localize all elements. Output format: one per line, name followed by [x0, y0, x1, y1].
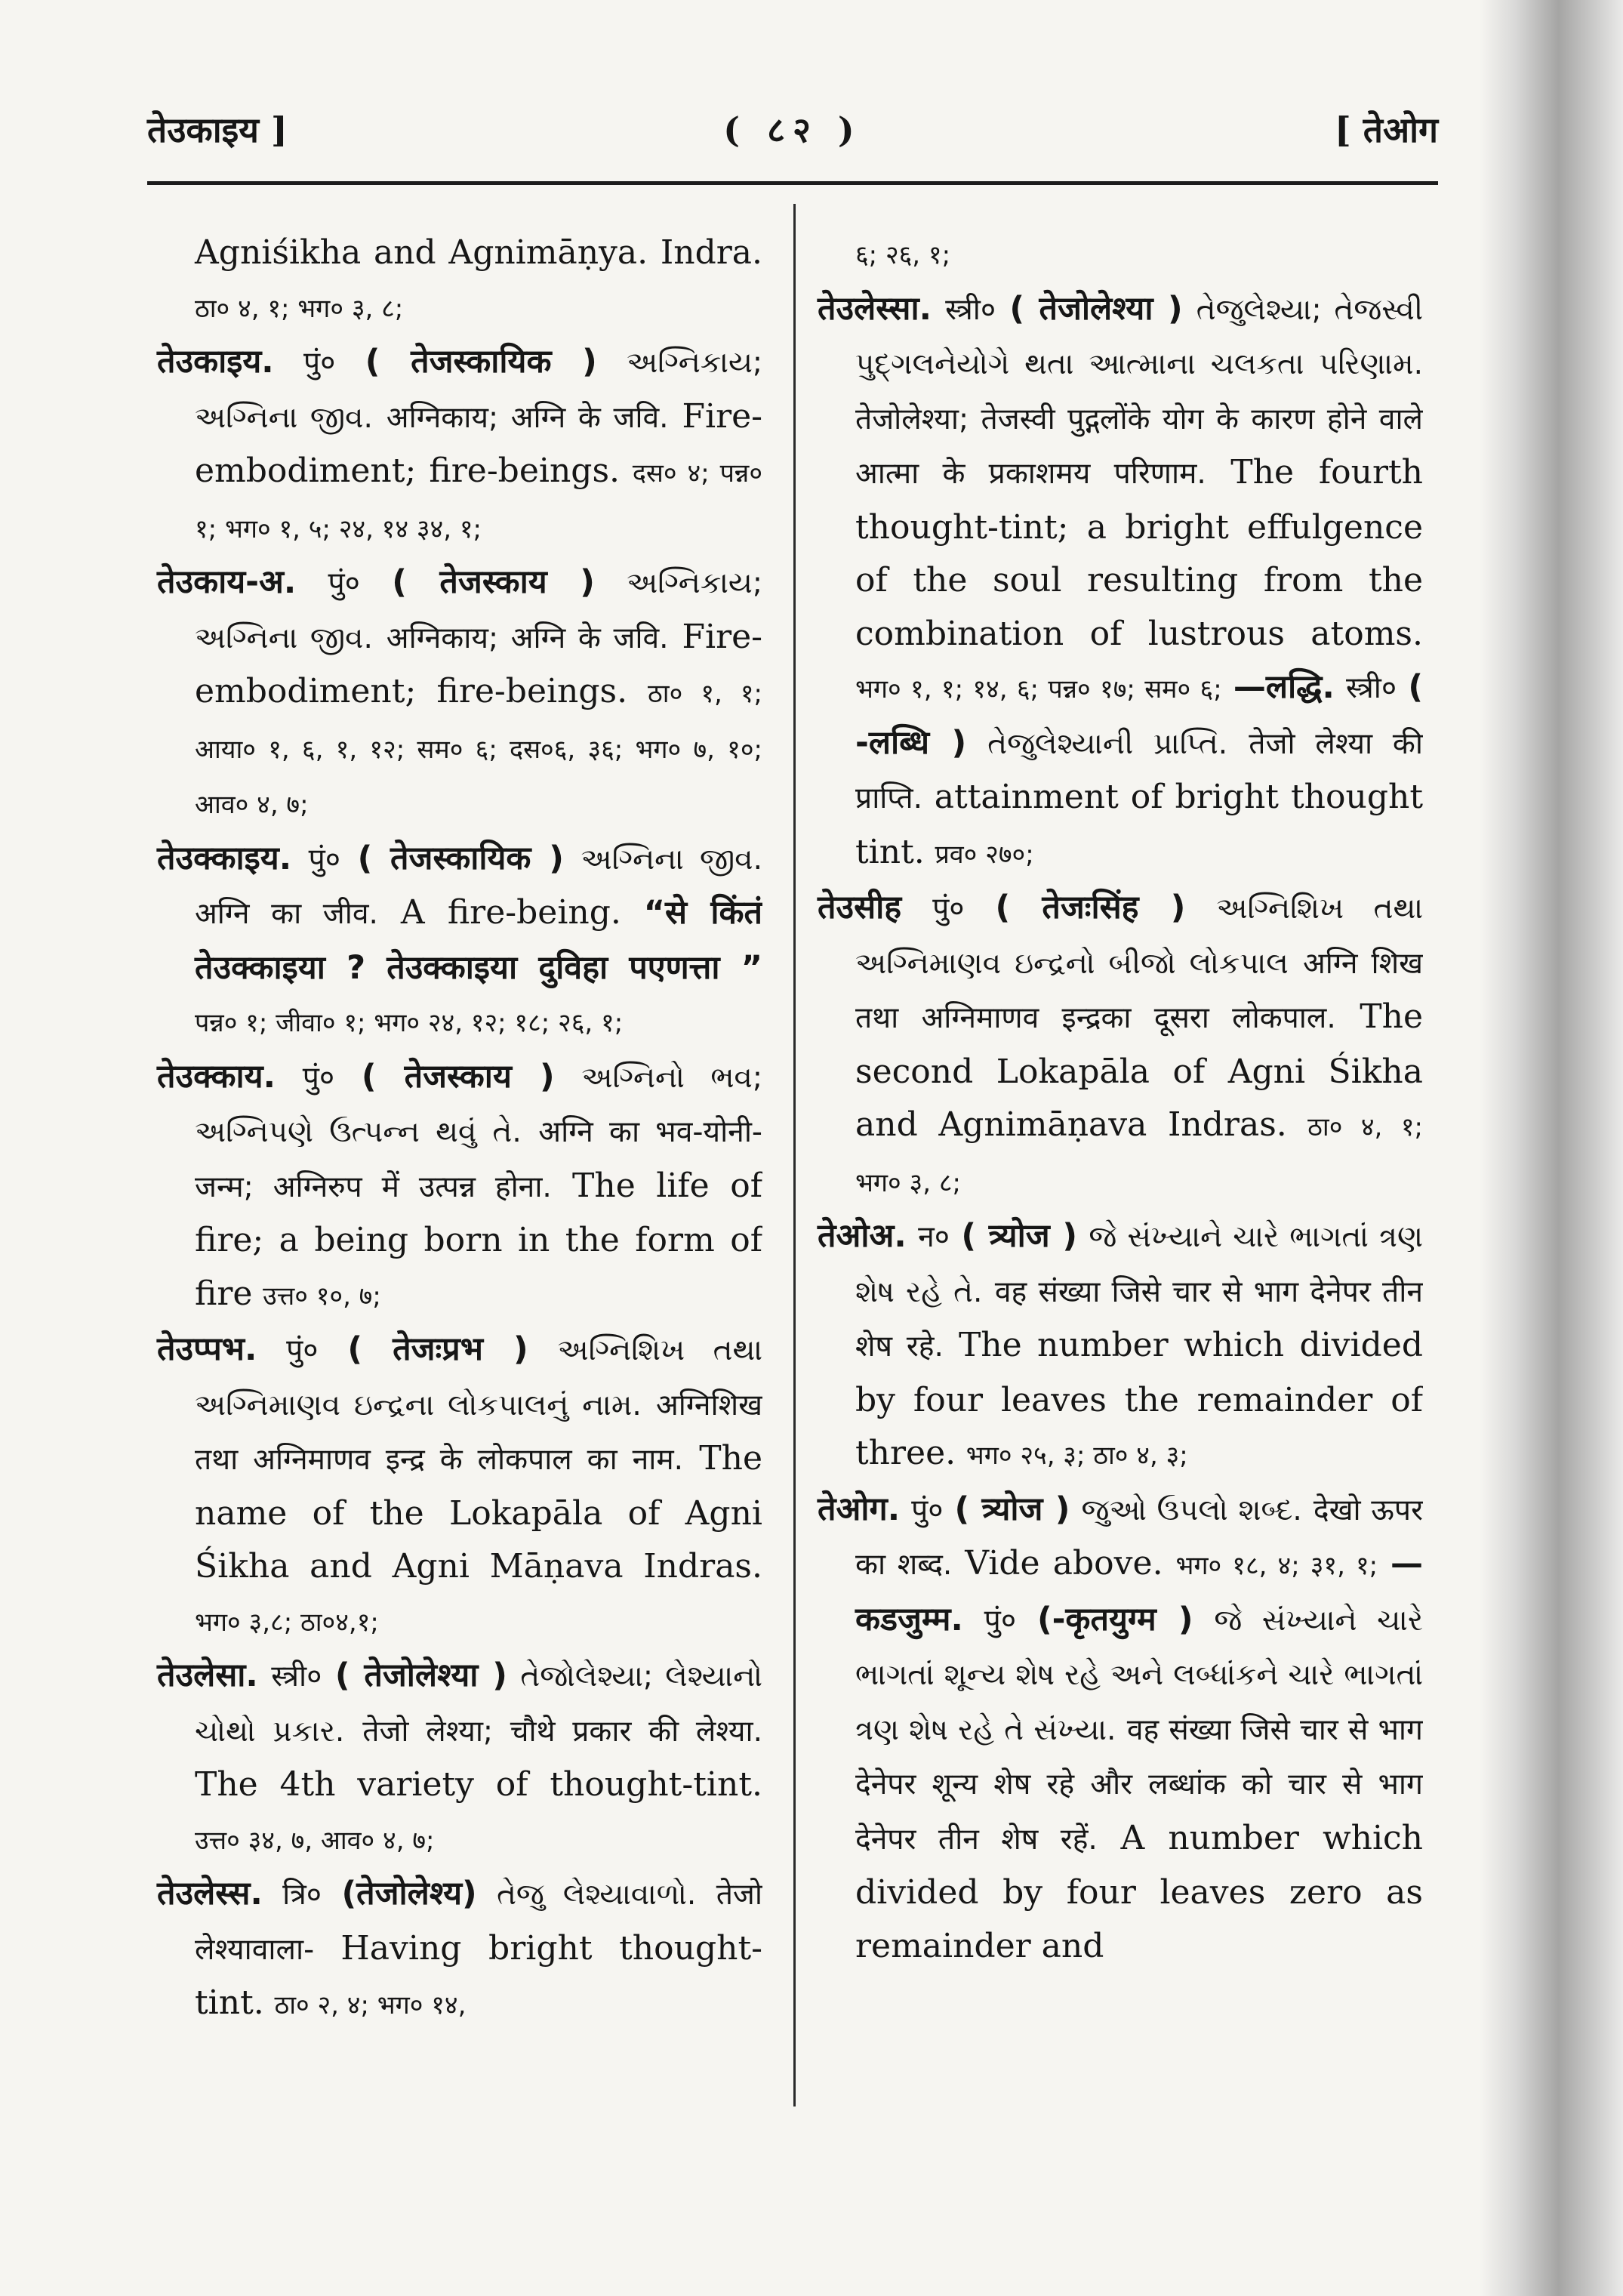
- sub-entry-english: attainment of bright thought tint.: [855, 778, 1423, 871]
- entry-headword: तेउलेस्सा.: [818, 289, 932, 328]
- sub-entry-sanskrit: ( -लब्धि ): [855, 668, 1423, 762]
- entry-reference: ठा० १, १; आया० १, ६, १, १२; सम० ६; दस०६, ३६; भग० ७, १०; आव० ४, ७;: [195, 679, 762, 820]
- entry-hindi: अग्निकाय; अग्नि के जवि.: [386, 621, 669, 655]
- entry-english: Fire-embodiment; fire-beings.: [195, 617, 762, 710]
- entry-reference: ठा० २, ४; भग० १४,: [274, 1990, 467, 2020]
- entry-pos: स्त्री०: [945, 292, 996, 327]
- entry-headword: तेउप्पभ.: [157, 1330, 257, 1368]
- entry-english: Fire-embodiment; fire-beings.: [195, 396, 762, 490]
- entry-headword: तेउकाइय.: [157, 343, 274, 381]
- dictionary-entry: [812, 1483, 1423, 1974]
- right-column: [812, 227, 1423, 2280]
- entry-headword: तेओअ.: [818, 1217, 907, 1255]
- entry-gujarati: અગ્નિનો ભવ; અગ્નિપણે ઉત્પન્ન થવું તે.: [195, 1060, 762, 1149]
- entry-english: The fourth thought-tint; a bright effulgence of the soul resulting from the combination of lustrous atoms.: [855, 453, 1423, 653]
- entry-pos: पुं०: [308, 842, 341, 877]
- left-column: [151, 227, 762, 2280]
- entry-english: A fire-being.: [400, 893, 621, 932]
- sub-entry-sanskrit: (-कृतयुग्म ): [1036, 1600, 1193, 1638]
- entry-sanskrit: ( तेजःप्रभ ): [347, 1330, 528, 1368]
- sub-entry-gujarati: જે સંખ્યાને ચારે ભાગતાં શૂન્ય શેષ રહે અને લબ્ધાંકને ચારે ભાગતાં ત્રણ શેષ રહે તે સંખ્યા.: [855, 1603, 1423, 1747]
- sub-entry-hindi: तेजो लेश्या की प्राप्ति.: [855, 726, 1423, 815]
- entry-headword: तेउक्काइय.: [157, 839, 292, 877]
- entry-gujarati: અગ્નિના જીવ.: [581, 842, 762, 877]
- entry-reference: ठा० ४, १; भग० ३, ८;: [855, 1112, 1423, 1198]
- entry-gujarati: અગ્નિકાય; અગ્નિના જીવ.: [195, 346, 762, 435]
- header-left-guideword: तेउकाइय ]: [147, 109, 288, 150]
- entry-hindi: तेजो लेश्या; चौथे प्रकार की लेश्या.: [362, 1714, 762, 1749]
- entry-pos: पुं०: [328, 566, 360, 600]
- entry-reference: ६; २६, १;: [855, 240, 951, 270]
- dictionary-entry: [151, 1323, 762, 1649]
- column-divider: [793, 204, 796, 2106]
- entry-english: The 4th variety of thought-tint.: [195, 1765, 762, 1804]
- entry-pos: न०: [918, 1220, 950, 1254]
- entry-hindi: अग्निशिख तथा अग्निमाणव इन्द्र के लोकपाल का नाम.: [195, 1388, 762, 1477]
- entry-reference: भग० १८, ४; ३१, १;: [1175, 1551, 1378, 1581]
- entry-headword: तेउलेसा.: [157, 1657, 258, 1694]
- entry-reference: भग० १, १; १४, ६; पन्न० १७; सम० ६;: [855, 674, 1222, 704]
- entry-sanskrit: ( तेजोलेश्या ): [1009, 289, 1183, 328]
- entry-sanskrit: ( तेजोलेश्या ): [334, 1657, 507, 1694]
- dictionary-entry: [812, 881, 1423, 1210]
- sub-entry-gujarati: તેજુલેશ્યાની પ્રાપ્તિ.: [987, 726, 1228, 761]
- entry-english: Agniśikha and Agnimāṇya. Indra.: [195, 233, 762, 272]
- dictionary-entry: [151, 335, 762, 556]
- dictionary-entry: [151, 556, 762, 832]
- sub-entry-pos: स्त्री०: [1346, 671, 1397, 705]
- entry-hindi: वह संख्या जिसे चार से भाग देनेपर तीन शेष रहे.: [855, 1274, 1423, 1364]
- entry-gujarati: તેજુલેશ્યા; તેજસ્વી પુદ્ગલનેયોગે થતા આત્માના ચલકતા પરિણામ.: [855, 292, 1423, 381]
- entry-sanskrit: ( त्र्योज ): [954, 1490, 1070, 1528]
- sub-entry-reference: प्रव० २७०;: [935, 839, 1034, 870]
- entry-reference: भग० ३,८; ठा०४,१;: [195, 1607, 379, 1638]
- entry-headword: तेओग.: [818, 1490, 901, 1528]
- sub-entry-pos: पुं०: [984, 1603, 1017, 1638]
- entry-sanskrit: ( तेजस्काय ): [392, 563, 595, 601]
- sub-entry-hindi: वह संख्या जिसे चार से भाग देनेपर शून्य शेष रहे और लब्धांक को चार से भाग देनेपर तीन शेष रहें.: [855, 1712, 1423, 1857]
- page-number: ( ८२ ): [723, 109, 862, 150]
- entry-reference: पन्न० १; जीवा० १; भग० २४, १२; १८; २६, १;: [195, 1008, 624, 1038]
- header-rule: [147, 181, 1438, 185]
- entry-sanskrit: ( तेजस्कायिक ): [365, 343, 597, 381]
- header-right-guideword: [ तेओग: [1335, 109, 1438, 150]
- dictionary-entry-continuation: [812, 227, 1423, 282]
- entry-headword: तेउसीह: [818, 889, 902, 926]
- entry-reference: भग० २५, ३; ठा० ४, ३;: [965, 1441, 1188, 1471]
- entry-sanskrit: ( तेजस्कायिक ): [357, 839, 564, 877]
- entry-pos: पुं०: [303, 346, 336, 380]
- entry-pos: पुं०: [932, 892, 965, 926]
- entry-quotation: “से किंतं तेउक्काइया ? तेउक्काइया दुविहा पएणत्ता ”: [195, 894, 762, 987]
- entry-hindi: अग्निकाय; अग्नि के जवि.: [386, 400, 669, 435]
- entry-english: Vide above.: [965, 1544, 1163, 1583]
- entry-reference: ठा० ४, १; भग० ३, ८;: [195, 293, 404, 324]
- entry-hindi: अग्नि शिख तथा अग्निमाणव इन्द्रका दूसरा लोकपाल.: [855, 946, 1423, 1035]
- dictionary-entry: [151, 1867, 762, 2032]
- entry-hindi: तेजोलेश्या; तेजस्वी पुद्गलोंके योग के कारण होने वाले आत्मा के प्रकाशमय परिणाम.: [855, 402, 1423, 491]
- entry-reference: दस० ४; पन्न० १; भग० १, ५; २४, १४ ३४, १;: [195, 458, 762, 544]
- entry-sanskrit: ( तेजःसिंह ): [995, 889, 1186, 926]
- entry-english: The number which divided by four leaves the remainder of three.: [855, 1326, 1423, 1472]
- running-head: [147, 106, 1438, 159]
- book-binding-shadow: [1480, 0, 1623, 2296]
- dictionary-entry: [151, 832, 762, 1050]
- entry-english: Having bright thought-tint.: [195, 1928, 762, 2022]
- entry-reference: उत्त० ३४, ७, आव० ४, ७;: [195, 1825, 435, 1856]
- entry-gujarati: તેજુ લેશ્યાવાળો.: [497, 1878, 697, 1912]
- dictionary-entry: [151, 1649, 762, 1867]
- entry-sanskrit: ( त्र्योज ): [961, 1217, 1077, 1255]
- entry-reference: उत्त० १०, ७;: [263, 1281, 381, 1311]
- entry-english: The name of the Lokapāla of Agni Śikha and Agni Māṇava Indras.: [195, 1439, 762, 1586]
- entry-gujarati: જે સંખ્યાને ચારે ભાગતાં ત્રણ શેષ રહે તે.: [855, 1220, 1423, 1309]
- entry-headword: तेउकाय-अ.: [157, 563, 297, 601]
- entry-english: The second Lokapāla of Agni Śikha and Agnimāṇava Indras.: [855, 997, 1423, 1144]
- dictionary-entry: [812, 1210, 1423, 1483]
- dictionary-entry-continuation: [151, 227, 762, 335]
- entry-gujarati: અગ્નિશિખ તથા અગ્નિમાણવ ઇન્દ્રના લોકપાલનું નામ.: [195, 1333, 762, 1422]
- dictionary-entry: [812, 282, 1423, 882]
- entry-pos: पुं०: [286, 1333, 319, 1367]
- dictionary-entry: [151, 1050, 762, 1324]
- entry-pos: त्रि०: [282, 1878, 322, 1912]
- sub-entry-english: A number which divided by four leaves zero as remainder and: [855, 1818, 1423, 1965]
- sub-entry-headword: —कडजुम्म.: [855, 1545, 1423, 1638]
- entry-english: The life of fire; a being born in the form of fire: [195, 1166, 762, 1313]
- entry-gujarati: તેજોલેશ્યા; લેશ્યાનો ચોથો પ્રકાર.: [195, 1660, 762, 1749]
- entry-sanskrit: ( तेजस्काय ): [361, 1057, 555, 1096]
- entry-hindi: अग्नि का जीव.: [195, 897, 378, 931]
- entry-hindi: अग्नि का भव-योनी-जन्म; अग्निरुप में उत्पन्न होना.: [195, 1115, 762, 1204]
- entry-headword: तेउक्काय.: [157, 1057, 276, 1096]
- entry-pos: पुं०: [302, 1060, 335, 1095]
- entry-hindi: तेजो लेश्यावाला-: [195, 1878, 762, 1967]
- entry-pos: पुं०: [911, 1493, 944, 1527]
- entry-gujarati: જુઓ ઉપલો શબ્દ.: [1081, 1493, 1302, 1527]
- entry-gujarati: અગ્નિકાય; અગ્નિના જીવ.: [195, 566, 762, 655]
- entry-sanskrit: (तेजोलेश्य): [341, 1875, 477, 1912]
- entry-pos: स्त्री०: [271, 1660, 322, 1693]
- sub-entry-headword: —लद्धि.: [1233, 668, 1335, 706]
- entry-hindi: देखो ऊपर का शब्द.: [855, 1493, 1423, 1582]
- entry-headword: तेउलेस्स.: [157, 1875, 263, 1912]
- entry-gujarati: અગ્નિશિખ તથા અગ્નિમાણવ ઇન્દ્રનો બીજો લોકપાલ: [855, 892, 1423, 981]
